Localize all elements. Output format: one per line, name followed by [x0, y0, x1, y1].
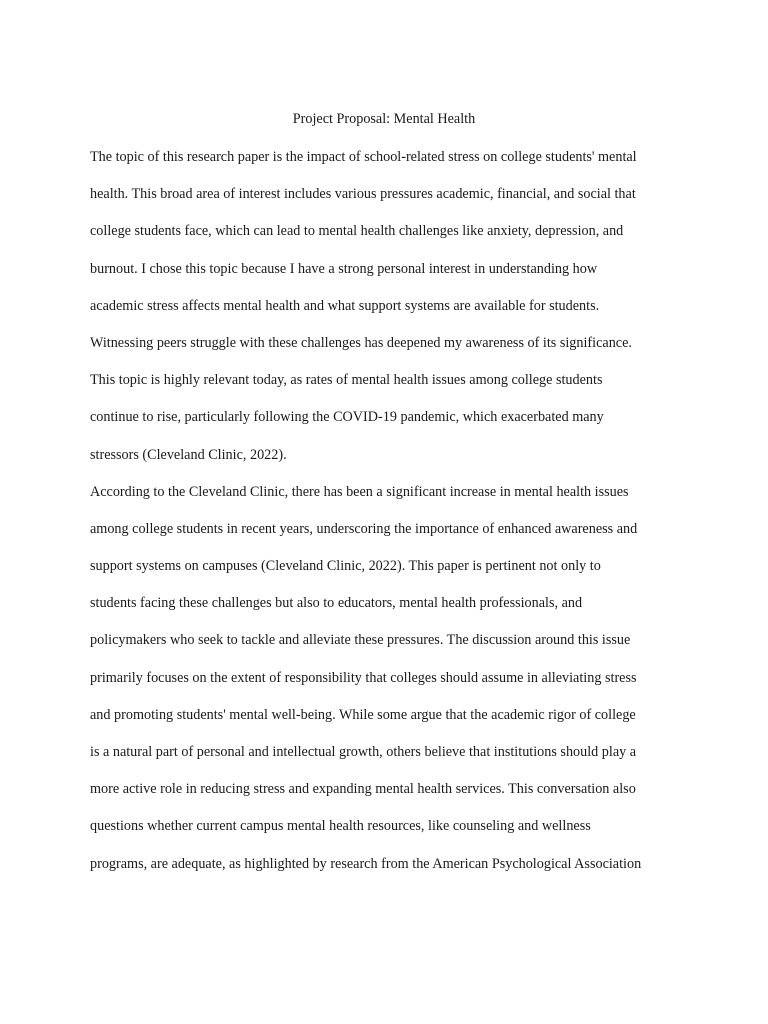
text-line: The topic of this research paper is the impact of school-related stress on college students' mental — [90, 149, 637, 165]
text-line: continue to rise, particularly following the COVID-19 pandemic, which exacerbated many — [90, 409, 604, 426]
text-line: primarily focuses on the extent of responsibility that colleges should assume in alleviating stress — [90, 669, 637, 686]
text-line: According to the Cleveland Clinic, there has been a significant increase in mental health issues — [90, 483, 629, 500]
text-line: among college students in recent years, underscoring the importance of enhanced awareness and — [90, 520, 638, 537]
text-line: questions whether current campus mental health resources, like counseling and wellness — [90, 818, 591, 835]
body-text — [90, 146, 690, 890]
text-line: This topic is highly relevant today, as rates of mental health issues among college students — [90, 372, 603, 389]
text-line: academic stress affects mental health and what support systems are available for students. — [90, 297, 600, 314]
text-line: stressors (Cleveland Clinic, 2022). — [90, 446, 287, 463]
text-line: and promoting students' mental well-being. While some argue that the academic rigor of college — [90, 706, 636, 723]
text-line: more active role in reducing stress and expanding mental health services. This conversation also — [90, 781, 636, 798]
page-title: Project Proposal: Mental Health — [292, 111, 476, 127]
text-line: students facing these challenges but also to educators, mental health professionals, and — [90, 595, 583, 612]
text-line: is a natural part of personal and intellectual growth, others believe that institutions should play a — [90, 744, 637, 760]
text-line: college students face, which can lead to mental health challenges like anxiety, depression, and — [90, 223, 624, 240]
text-line: burnout. I chose this topic because I have a strong personal interest in understanding how — [90, 260, 598, 277]
text-line: health. This broad area of interest includes various pressures academic, financial, and social that — [90, 186, 636, 203]
text-line: programs, are adequate, as highlighted by research from the American Psychological Association — [90, 855, 642, 872]
text-line: policymakers who seek to tackle and alleviate these pressures. The discussion around this issue — [90, 632, 631, 649]
text-line: Witnessing peers struggle with these challenges has deepened my awareness of its significance. — [90, 334, 632, 351]
text-line: support systems on campuses (Cleveland Clinic, 2022). This paper is pertinent not only to — [90, 558, 601, 575]
